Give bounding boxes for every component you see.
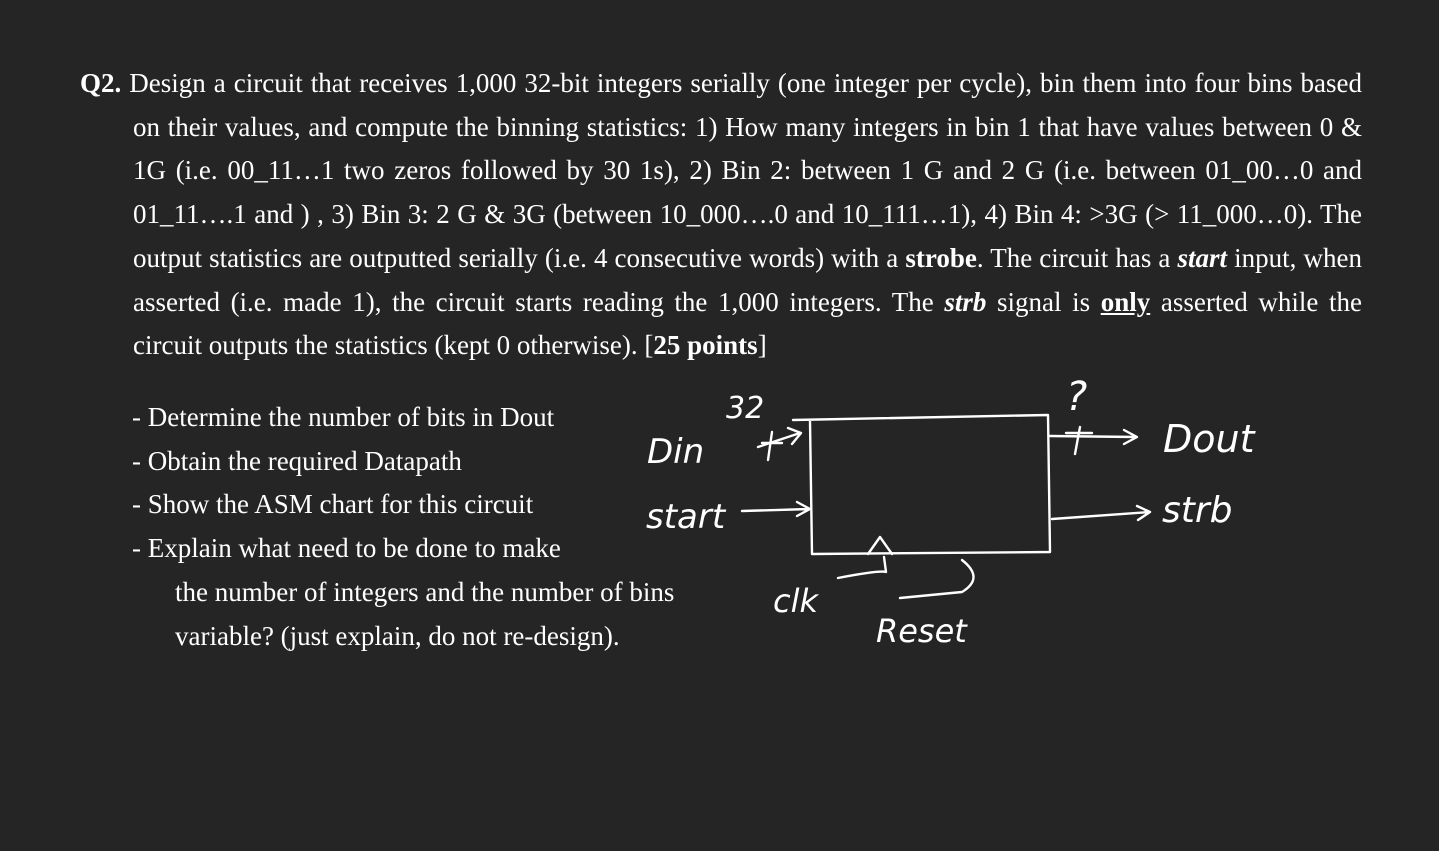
- din-width-label: 32: [726, 391, 765, 426]
- strb-arrow: [1052, 506, 1150, 520]
- task-item: - Obtain the required Datapath: [132, 445, 462, 476]
- question-part-5: asserted while the circuit outputs the statistics (kept 0 otherwise). [: [133, 286, 1362, 361]
- reset-line: [900, 560, 974, 598]
- start-arrow: [742, 502, 810, 516]
- task-item-continued: variable? (just explain, do not re-design).: [175, 620, 620, 651]
- task-item: - Explain what need to be done to make: [132, 533, 561, 564]
- question-part-3: input, when asserted (i.e. made 1), the circuit starts reading the 1,000 integers. The: [133, 242, 1362, 317]
- din-label: Din: [647, 432, 705, 472]
- din-arrow: [758, 428, 801, 447]
- dout-arrow: [1050, 430, 1137, 444]
- task-list: [132, 396, 732, 658]
- strb-term: strb: [944, 286, 987, 317]
- strb-label: strb: [1162, 490, 1233, 531]
- start-term: start: [1177, 242, 1228, 273]
- question-part-6: ]: [757, 330, 767, 361]
- din-bus-slash: [762, 432, 782, 460]
- dout-label: Dout: [1163, 417, 1255, 461]
- clock-triangle: [868, 537, 892, 554]
- question-part-1: Design a circuit that receives 1,000 32-bit integers serially (one integer per cycle), bin them into four bins based on their values, and compute the binning statistics: 1) How many integers in bin 1 that have values between 0 & 1G (i.e. 00_11…1 two zeros followed by 30 1s), 2) Bin 2: between 1 G and 2 G (i.e. between 01_00…0 and 01_11….1 and ) , 3) Bin 3: 2 G & 3G (between 10_000….0 and 10_111…1), 4) Bin 4: >3G (> 11_000…0). The output statistics are outputted serially (i.e. 4 consecutive words) with a: [121, 68, 1362, 273]
- task-item-continued: the number of integers and the number of bins: [175, 576, 675, 607]
- reset-label: Reset: [876, 612, 967, 650]
- question-part-4: signal is: [986, 286, 1101, 317]
- task-item: - Determine the number of bits in Dout: [132, 402, 555, 432]
- question-part-2: . The circuit has a: [976, 242, 1178, 273]
- question-number: Q2.: [80, 68, 122, 98]
- dout-width-label: ?: [1066, 374, 1088, 420]
- clk-label: clk: [773, 582, 819, 620]
- dout-bus-slash: [1066, 427, 1092, 454]
- clk-line: [838, 557, 886, 578]
- strobe-term: strobe: [905, 242, 977, 273]
- question-text: [80, 62, 1362, 368]
- points-label: 25 points: [653, 330, 758, 361]
- circuit-block: [793, 415, 1050, 554]
- task-item: - Show the ASM chart for this circuit: [132, 489, 534, 520]
- only-term: only: [1100, 286, 1151, 317]
- start-label: start: [646, 497, 726, 537]
